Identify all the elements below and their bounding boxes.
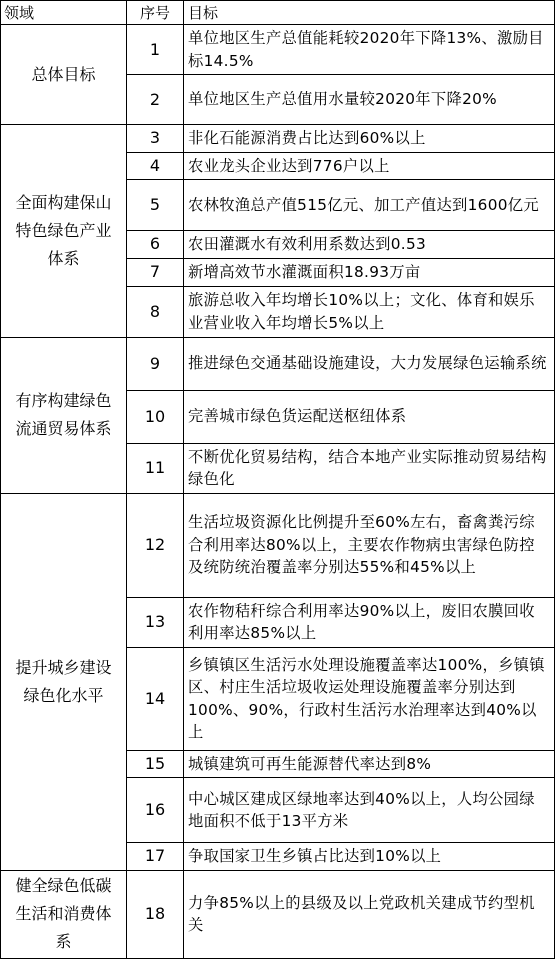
target-cell: 不断优化贸易结构，结合本地产业实际推动贸易结构绿色化: [184, 443, 555, 493]
domain-cell: 总体目标: [1, 25, 127, 125]
table-row: [1, 493, 555, 597]
target-cell: 乡镇镇区生活污水处理设施覆盖率达100%，乡镇镇区、村庄生活垃圾收运处理设施覆盖率分别达到100%、90%，行政村生活污水治理率达到40%以上: [184, 647, 555, 750]
seq-cell: 15: [127, 750, 184, 778]
target-cell: 生活垃圾资源化比例提升至60%左右，畜禽粪污综合利用率达80%以上，主要农作物病虫害绿色防控及统防统治覆盖率分别达55%和45%以上: [184, 493, 555, 597]
target-cell: 非化石能源消费占比达到60%以上: [184, 125, 555, 153]
target-cell: 城镇建筑可再生能源替代率达到8%: [184, 750, 555, 778]
seq-cell: 4: [127, 152, 184, 180]
seq-cell: 17: [127, 843, 184, 871]
seq-cell: 9: [127, 337, 184, 390]
table-row: [1, 870, 555, 958]
target-cell: 完善城市绿色货运配送枢纽体系: [184, 390, 555, 443]
target-cell: 单位地区生产总值用水量较2020年下降20%: [184, 75, 555, 125]
target-cell: 争取国家卫生乡镇占比达到10%以上: [184, 843, 555, 871]
target-cell: 农田灌溉水有效利用系数达到0.53: [184, 231, 555, 259]
target-cell: 新增高效节水灌溉面积18.93万亩: [184, 258, 555, 286]
target-cell: 中心城区建成区绿地率达到40%以上，人均公园绿地面积不低于13平方米: [184, 778, 555, 843]
target-cell: 农业龙头企业达到776户以上: [184, 152, 555, 180]
table-row: [1, 337, 555, 390]
table-row: [1, 25, 555, 75]
seq-cell: 7: [127, 258, 184, 286]
seq-cell: 13: [127, 597, 184, 647]
seq-cell: 8: [127, 286, 184, 337]
seq-cell: 18: [127, 870, 184, 958]
seq-cell: 3: [127, 125, 184, 153]
seq-cell: 1: [127, 25, 184, 75]
seq-cell: 2: [127, 75, 184, 125]
target-cell: 农作物秸秆综合利用率达90%以上，废旧农膜回收利用率达85%以上: [184, 597, 555, 647]
seq-cell: 14: [127, 647, 184, 750]
seq-cell: 16: [127, 778, 184, 843]
target-cell: 农林牧渔总产值515亿元、加工产值达到1600亿元: [184, 180, 555, 231]
header-row: [1, 1, 555, 25]
target-cell: 推进绿色交通基础设施建设，大力发展绿色运输系统: [184, 337, 555, 390]
domain-cell: 有序构建绿色流通贸易体系: [1, 337, 127, 493]
seq-cell: 5: [127, 180, 184, 231]
seq-cell: 6: [127, 231, 184, 259]
domain-cell: 提升城乡建设绿色化水平: [1, 493, 127, 870]
table-row: [1, 125, 555, 153]
seq-cell: 12: [127, 493, 184, 597]
target-cell: 单位地区生产总值能耗较2020年下降13%、激励目标14.5%: [184, 25, 555, 75]
domain-cell: 全面构建保山特色绿色产业体系: [1, 125, 127, 338]
header-domain: 领域: [1, 1, 127, 25]
header-target: 目标: [184, 1, 555, 25]
seq-cell: 11: [127, 443, 184, 493]
target-cell: 力争85%以上的县级及以上党政机关建成节约型机关: [184, 870, 555, 958]
header-seq: 序号: [127, 1, 184, 25]
seq-cell: 10: [127, 390, 184, 443]
domain-cell: 健全绿色低碳生活和消费体系: [1, 870, 127, 958]
target-cell: 旅游总收入年均增长10%以上；文化、体育和娱乐业营业收入年均增长5%以上: [184, 286, 555, 337]
